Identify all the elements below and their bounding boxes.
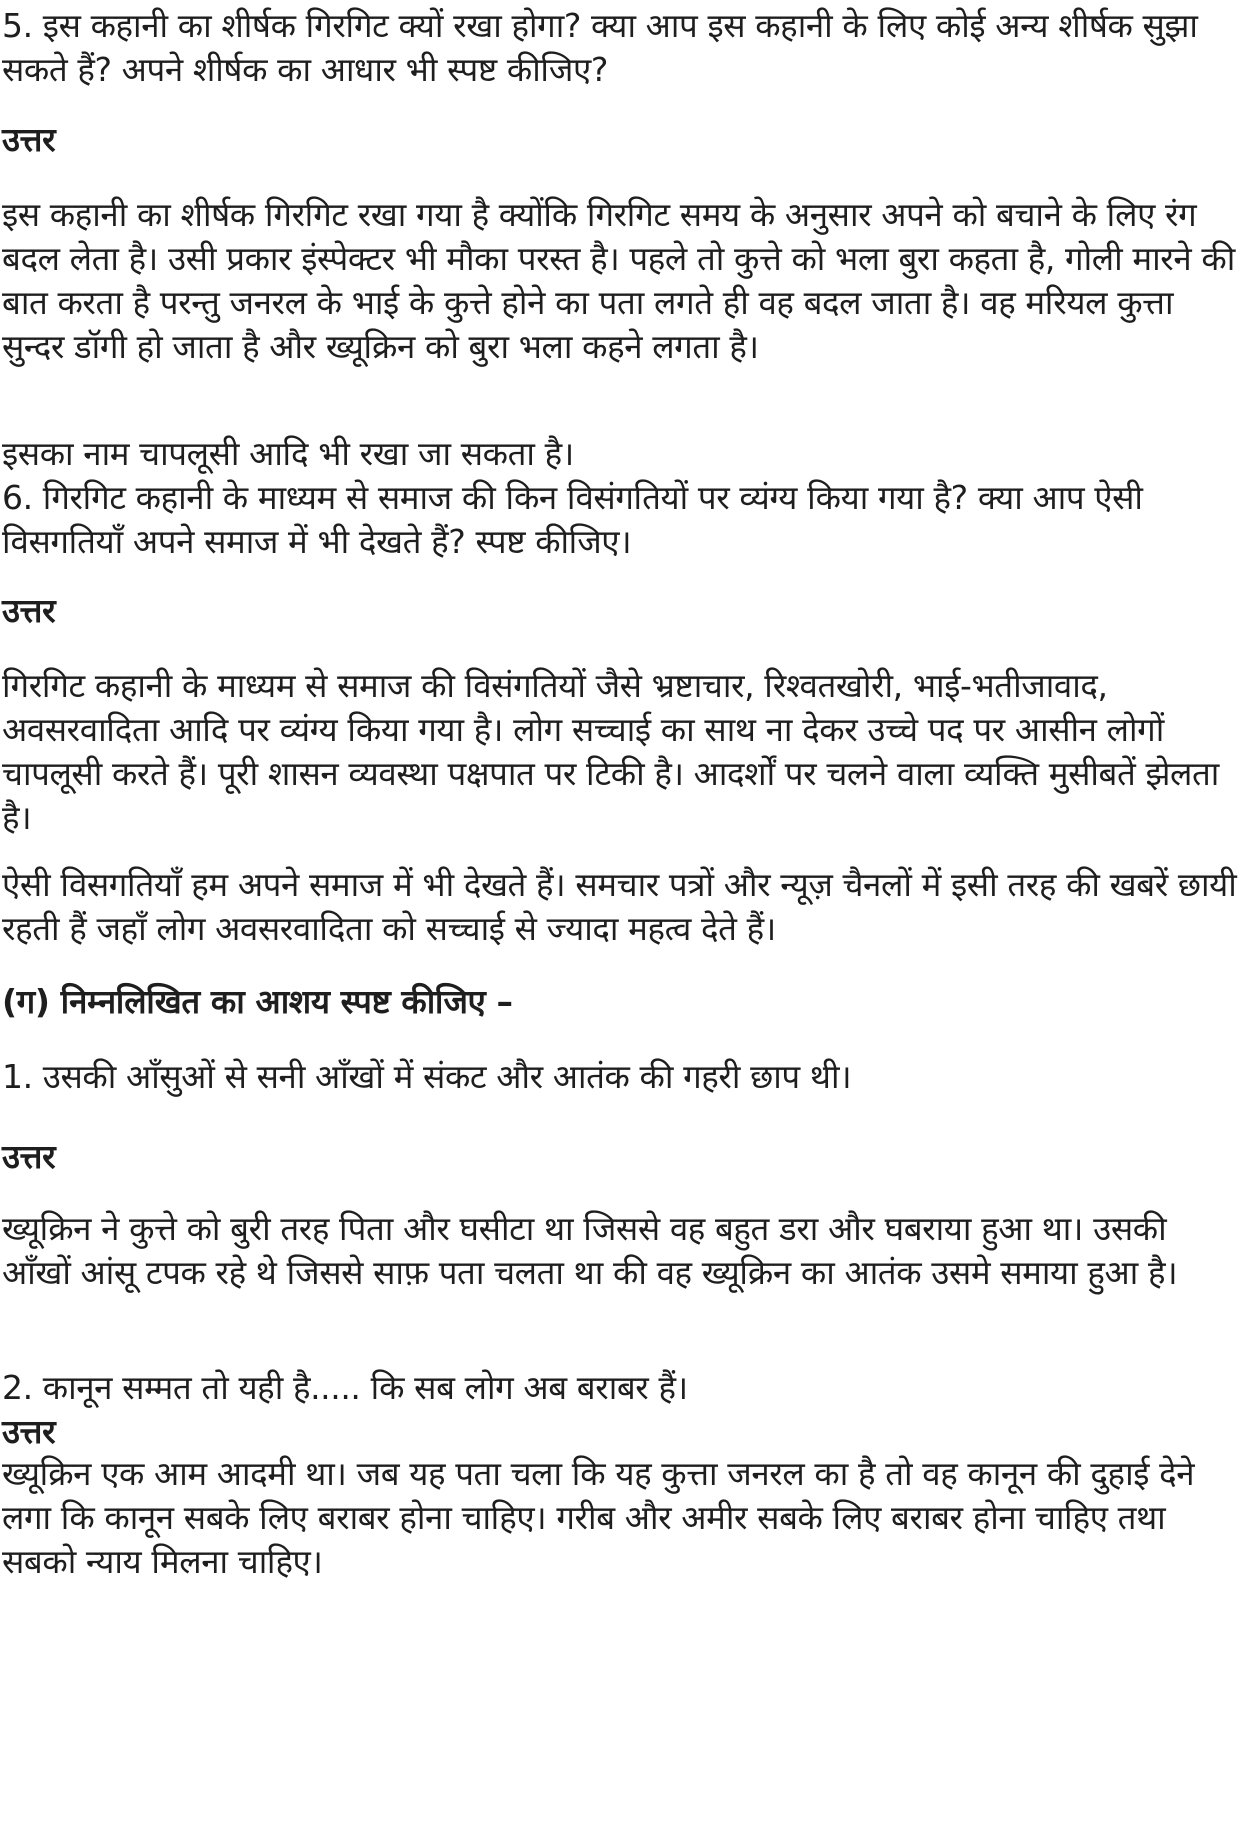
answer-label-q6: उत्तर xyxy=(2,591,56,630)
answer-label-q5: उत्तर xyxy=(2,120,56,159)
question-g1: 1. उसकी आँसुओं से सनी आँखों में संकट और आतंक की गहरी छाप थी। xyxy=(2,1057,852,1096)
answer-q6-paragraph-1: गिरगिट कहानी के माध्यम से समाज की विसंगतियों जैसे भ्रष्टाचार, रिश्वतखोरी, भाई-भतीजावाद, अवसरवादिता आदि पर व्यंग्य किया गया है। लोग सच्चाई का साथ ना देकर उच्चे पद पर आसीन लोगों चापलूसी करते हैं। पूरी शासन व्यवस्था पक्षपात पर टिकी है। आदर्शों पर चलने वाला व्यक्ति मुसीबतें झेलता है। xyxy=(2,666,1219,837)
answer-label-g1: उत्तर xyxy=(2,1137,56,1176)
answer-q5-paragraph-2: इसका नाम चापलूसी आदि भी रखा जा सकता है। xyxy=(2,434,574,473)
answer-label-g2: उत्तर xyxy=(2,1412,56,1451)
section-g-heading: (ग) निम्नलिखित का आशय स्पष्ट कीजिए – xyxy=(2,982,513,1021)
question-5: 5. इस कहानी का शीर्षक गिरगिट क्यों रखा होगा? क्या आप इस कहानी के लिए कोई अन्य शीर्षक सुझा सकते हैं? अपने शीर्षक का आधार भी स्पष्ट कीजिए? xyxy=(2,6,1198,89)
question-g2: 2. कानून सम्मत तो यही है..... कि सब लोग अब बराबर हैं। xyxy=(2,1368,688,1407)
question-6: 6. गिरगिट कहानी के माध्यम से समाज की किन विसंगतियों पर व्यंग्य किया गया है? क्या आप ऐसी विसगतियाँ अपने समाज में भी देखते हैं? स्पष्ट कीजिए। xyxy=(2,478,1143,561)
answer-g1: ख्यूक्रिन ने कुत्ते को बुरी तरह पिता और घसीटा था जिससे वह बहुत डरा और घबराया हुआ था। उसकी आँखों आंसू टपक रहे थे जिससे साफ़ पता चलता था की वह ख्यूक्रिन का आतंक उसमे समाया हुआ है। xyxy=(2,1209,1178,1292)
answer-q6-paragraph-2: ऐसी विसगतियाँ हम अपने समाज में भी देखते हैं। समचार पत्रों और न्यूज़ चैनलों में इसी तरह की खबरें छायी रहती हैं जहाँ लोग अवसरवादिता को सच्चाई से ज्यादा महत्व देते हैं। xyxy=(2,865,1237,948)
answer-g2: ख्यूक्रिन एक आम आदमी था। जब यह पता चला कि यह कुत्ता जनरल का है तो वह कानून की दुहाई देने लगा कि कानून सबके लिए बराबर होना चाहिए। गरीब और अमीर सबके लिए बराबर होना चाहिए तथा सबको न्याय मिलना चाहिए। xyxy=(2,1454,1195,1581)
answer-q5-paragraph-1: इस कहानी का शीर्षक गिरगिट रखा गया है क्योंकि गिरगिट समय के अनुसार अपने को बचाने के लिए रंग बदल लेता है। उसी प्रकार इंस्पेक्टर भी मौका परस्त है। पहले तो कुत्ते को भला बुरा कहता है, गोली मारने की बात करता है परन्तु जनरल के भाई के कुत्ते होने का पता लगते ही वह बदल जाता है। वह मरियल कुत्ता सुन्दर डॉगी हो जाता है और ख्यूक्रिन को बुरा भला कहने लगता है। xyxy=(2,195,1235,366)
